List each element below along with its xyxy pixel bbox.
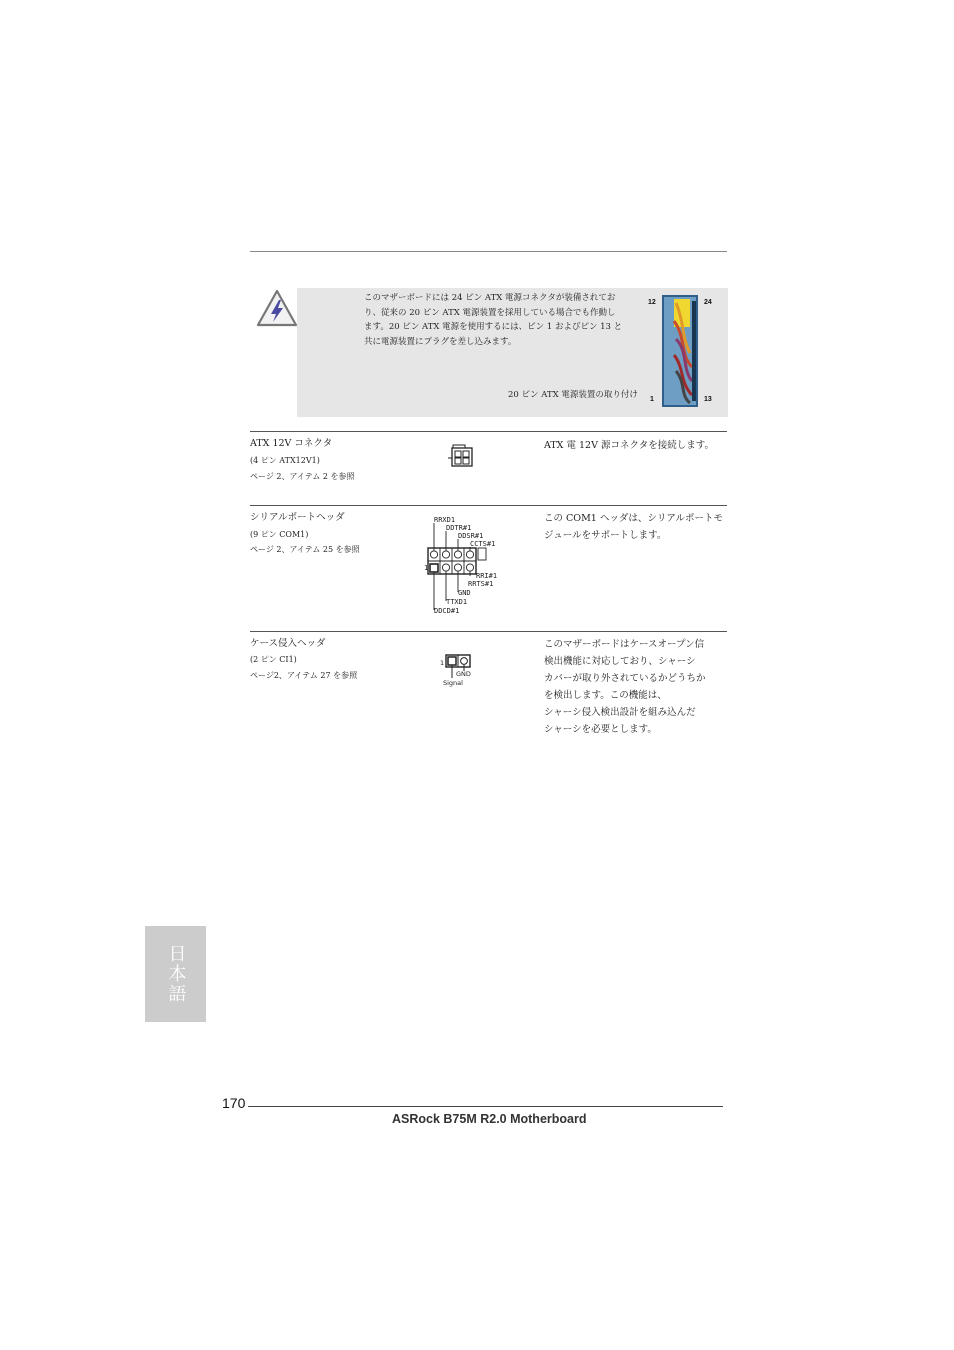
atx12v-pins: (4 ピン ATX12V1) (250, 456, 320, 465)
ci1-header-diagram (438, 652, 478, 688)
language-tab-label: 日本語 (165, 944, 187, 1004)
com1-ref: ページ 2、アイテム 25 を参照 (250, 545, 360, 554)
com1-label-ddsr1: DDSR#1 (458, 532, 484, 540)
com1-label-pin1: 1 (424, 564, 429, 572)
ci1-title: ケース侵入ヘッダ (250, 638, 326, 649)
ci1-label-signal: Signal (443, 679, 463, 687)
com1-desc-line: この COM1 ヘッダは、シリアルポートモ (544, 513, 723, 524)
ci1-desc-line: シャーシ侵入検出設計を組み込んだ (544, 707, 696, 718)
pin-label-13: 13 (704, 396, 712, 403)
com1-desc-line: ジュールをサポートします。 (544, 530, 667, 541)
atx12v-desc-line: ATX 電 12V 源コネクタを接続します。 (544, 440, 714, 451)
language-tab (145, 926, 206, 1022)
pin-label-12: 12 (648, 299, 656, 306)
com1-label-rrts1: RRTS#1 (468, 580, 494, 588)
atx12v-desc (544, 437, 714, 454)
note-line: り、従来の 20 ピン ATX 電源装置を採用している場合でも作動し (364, 307, 616, 318)
com1-header-diagram (420, 512, 510, 614)
ci1-desc-line: カバーが取り外されているかどうちか (544, 673, 706, 684)
section-rule (250, 631, 727, 632)
atx12v-title: ATX 12V コネクタ (250, 438, 333, 449)
note-line: 共に電源装置にプラグを差し込みます。 (364, 336, 517, 347)
ci1-desc-line: シャーシを必要とします。 (544, 724, 657, 735)
footer-product-name: ASRock B75M R2.0 Motherboard (392, 1112, 587, 1126)
ci1-desc-line: このマザーボードはケースオープン信 (544, 639, 705, 650)
page-number: 170 (222, 1095, 246, 1111)
com1-title: シリアルポートヘッダ (250, 512, 345, 523)
atx12v-ref: ページ 2、アイテム 2 を参照 (250, 472, 355, 481)
com1-pins: (9 ピン COM1) (250, 530, 309, 539)
ci1-desc-line: を検出します。この機能は、 (544, 690, 667, 701)
com1-label-ccts1: CCTS#1 (470, 540, 496, 548)
warning-icon (256, 289, 298, 327)
note-text (364, 291, 634, 349)
com1-label-ttxd1: TTXD1 (446, 598, 468, 606)
ci1-pins: (2 ピン CI1) (250, 655, 297, 664)
com1-label-ddtr1: DDTR#1 (446, 524, 472, 532)
com1-label-rrxd1: RRXD1 (434, 516, 456, 524)
footer-rule (248, 1106, 723, 1107)
com1-label-rri1: RRI#1 (476, 572, 498, 580)
ci1-label-pin1: 1 (440, 659, 445, 667)
section-rule (250, 505, 727, 506)
ci1-label-gnd: GND (456, 670, 471, 678)
ci1-ref: ページ2、アイテム 27 を参照 (250, 671, 358, 680)
com1-label-ddcd1: DDCD#1 (434, 607, 460, 614)
ci1-desc-line: 検出機能に対応しており、シャーシ (544, 656, 696, 667)
atx-24pin-photo (646, 291, 716, 411)
pin-label-1: 1 (650, 396, 654, 403)
ci1-desc (544, 636, 706, 738)
note-caption: 20 ピン ATX 電源装置の取り付け (508, 390, 638, 400)
pin-label-24: 24 (704, 299, 712, 306)
section-rule (250, 431, 727, 432)
com1-label-gnd: GND (458, 589, 471, 597)
top-rule (250, 251, 727, 252)
note-line: ます。20 ピン ATX 電源を使用するには、ピン 1 およびピン 13 と (364, 322, 623, 332)
com1-desc (544, 510, 723, 544)
atx12v-connector-diagram (448, 444, 474, 468)
note-line: このマザーボードには 24 ピン ATX 電源コネクタが装備されてお (364, 293, 616, 303)
